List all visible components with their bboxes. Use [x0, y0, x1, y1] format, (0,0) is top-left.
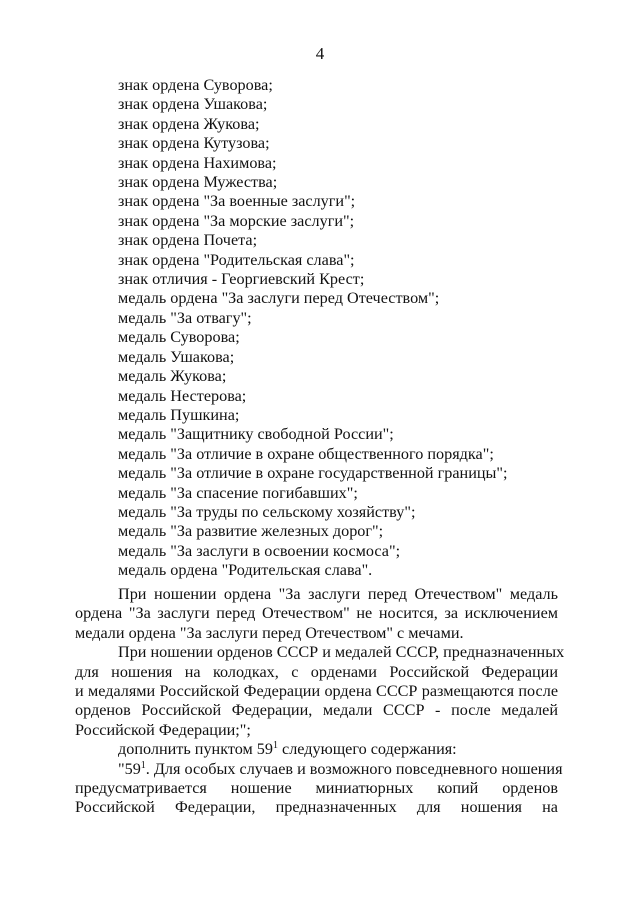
list-item: медаль "За отвагу";: [118, 308, 252, 327]
paragraph-line: медали ордена "За заслуги перед Отечеством" с мечами.: [75, 623, 464, 642]
list-item: медаль "За развитие железных дорог";: [118, 522, 384, 541]
paragraph-line: орденов Российской Федерации, медали СССР - после медалей: [75, 701, 558, 720]
superscript: 1: [140, 759, 146, 771]
paragraph-line: для ношения на колодках, с орденами Российской Федерации: [75, 662, 558, 681]
paragraph-line: Российской Федерации, предназначенных для ношения на: [75, 798, 558, 817]
list-item: медаль "За отличие в охране государственной границы";: [118, 464, 508, 483]
list-item: медаль "За отличие в охране общественного порядка";: [118, 444, 494, 463]
list-item: знак ордена Жукова;: [118, 114, 260, 133]
list-item: медаль Пушкина;: [118, 405, 240, 424]
list-item: медаль "Защитнику свободной России";: [118, 425, 394, 444]
paragraph-line: предусматривается ношение миниатюрных копий орденов: [75, 779, 558, 798]
list-item: знак ордена "За морские заслуги";: [118, 211, 355, 230]
paragraph-line: [75, 759, 563, 779]
list-item: медаль Ушакова;: [118, 347, 235, 366]
list-item: знак ордена "Родительская слава";: [118, 250, 355, 269]
list-item: знак ордена Суворова;: [118, 76, 273, 94]
list-item: знак ордена "За военные заслуги";: [118, 192, 356, 211]
amendment-text-rest: следующего содержания:: [277, 740, 457, 759]
list-item: медаль Суворова;: [118, 328, 240, 347]
list-item: медаль "За заслуги в освоении космоса";: [118, 541, 401, 560]
list-item: медаль "За спасение погибавших";: [118, 483, 358, 502]
list-item: знак ордена Мужества;: [118, 173, 278, 192]
paragraph-line: При ношении орденов СССР и медалей СССР, предназначенных: [118, 643, 565, 662]
list-item: медаль ордена "Родительская слава".: [118, 561, 373, 580]
paragraph-line: [75, 740, 558, 759]
awards-list: [118, 76, 538, 581]
superscript: 1: [272, 740, 278, 752]
list-item: медаль "За труды по сельскому хозяйству";: [118, 502, 416, 521]
list-item: медаль Жукова;: [118, 367, 227, 386]
list-item: медаль Нестерова;: [118, 386, 247, 405]
list-item: знак ордена Кутузова;: [118, 134, 270, 153]
list-item: знак ордена Почета;: [118, 231, 258, 250]
clause-number: "59: [118, 759, 141, 778]
paragraph-line: При ношении ордена "За заслуги перед Отечеством" медаль: [118, 585, 558, 603]
paragraph-line: ордена "За заслуги перед Отечеством" не носится, за исключением: [75, 604, 558, 623]
clause-text: . Для особых случаев и возможного повседневного ношения: [145, 759, 563, 778]
list-item: знак ордена Нахимова;: [118, 153, 277, 172]
list-item: знак ордена Ушакова;: [118, 95, 268, 114]
paragraph-order-merit-rule: [75, 585, 558, 643]
paragraph-line: Российской Федерации;";: [75, 720, 251, 739]
paragraph-line: и медалями Российской Федерации ордена СССР размещаются после: [75, 682, 558, 701]
page-number: 4: [315, 44, 325, 63]
amendment-text: дополнить пунктом 59: [118, 740, 273, 759]
body-paragraphs: [75, 585, 565, 818]
paragraph-amendment-intro: [75, 740, 558, 759]
paragraph-clause-59-1: [75, 759, 563, 818]
paragraph-ussr-awards-rule: [75, 643, 565, 740]
list-item: медаль ордена "За заслуги перед Отечеством";: [118, 289, 440, 308]
list-item: знак отличия - Георгиевский Крест;: [118, 270, 365, 289]
